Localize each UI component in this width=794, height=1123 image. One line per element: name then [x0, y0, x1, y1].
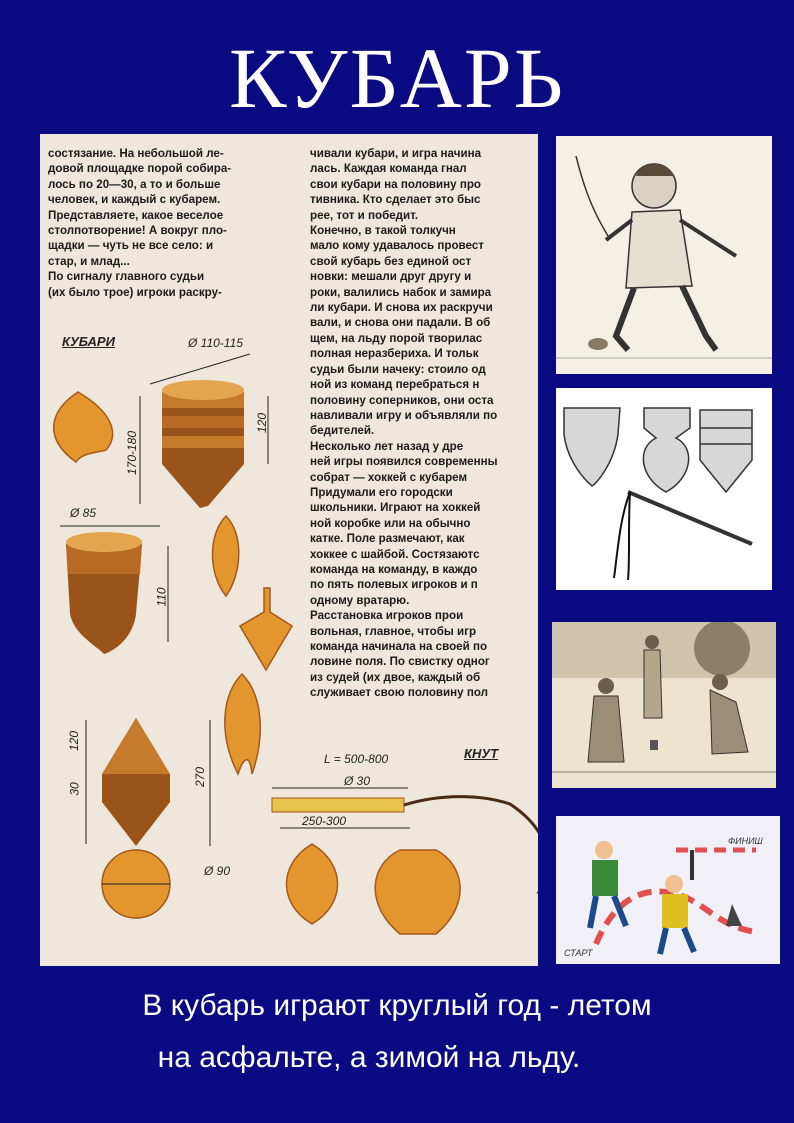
- boy-illustration: [556, 136, 772, 374]
- magazine-page: [40, 134, 538, 966]
- dim-height-120b: 120: [67, 730, 82, 752]
- kids-playing-illustration: [556, 816, 780, 964]
- caption-line-1: В кубарь играют круглый год - летом: [142, 989, 652, 1022]
- dim-height-110: 110: [154, 587, 169, 607]
- dim-height-270: 270: [193, 766, 208, 788]
- dim-height-30: 30: [67, 782, 82, 796]
- knut-label: КНУТ: [464, 746, 499, 761]
- vase-top-drawing: [225, 674, 260, 774]
- caption-line-2: на асфальте, а зимой на льду.: [157, 1041, 581, 1074]
- text-column-2: чивали кубари, и игра начина лась. Каждая команда гнал свои кубари на половину про тивника. Кто сделает это быс рее, тот и победит. Конечно, в такой толкучн мало кому удавалось провест свой кубарь без единой ост новки: мешали друг другу и роки, валились набок и замира ли кубари. И снова их раскручи вали, и снова они падали. В об щем, на льду порой творилас полная неразбериха. И тольк судьи были начеку: стоило од ной из команд перебраться н половину соперников, они оста навливали игру и объявляли по бедителей. Несколько лет назад у дре ней игры появился современны собрат — хоккей с кубарем Придумали его городски школьники. Играют на хоккей ной коробке или на обычно катке. Поле размечают, как хоккее с шайбой. Состязаютс команда на команду, в каждо по пять полевых игроков и п одному вратарю. Расстановка игроков прои вольная, главное, чтобы игр команда начинала на своей по ловине поля. По свистку одног из судей (их двое, каждый об служивает свою половину пол: [310, 147, 498, 700]
- tops-drawings: [40, 134, 538, 966]
- dim-whip-length: L = 500-800: [324, 752, 389, 766]
- egg-top-drawing: [213, 516, 239, 596]
- text-column-1: состязание. На небольшой ле- довой площадке порой собира- лось по 20—30, а то и больше человек, и каждый с кубарем. Представляете, какое веселое столпотворение! А вокруг пло- щадки — чуть не все село: и стар, и млад... По сигналу главного судьи (их было трое) игроки раскру-: [48, 147, 232, 299]
- kubari-label: КУБАРИ: [62, 334, 115, 349]
- players-engraving: [552, 622, 776, 788]
- dim-diameter-85: Ø 85: [70, 506, 97, 520]
- poster-title: КУБАРЬ: [228, 30, 566, 126]
- finish-label: ФИНИШ: [728, 836, 763, 846]
- cone-top-drawing: [240, 588, 292, 670]
- striped-top-drawing: [150, 354, 250, 508]
- start-label: СТАРТ: [564, 948, 593, 958]
- bottom-onion-drawing: [287, 844, 338, 924]
- dim-diameter-top: Ø 110-115: [188, 336, 243, 350]
- tops-diagram: [556, 388, 772, 590]
- dim-diameter-30: Ø 30: [344, 774, 371, 788]
- dim-height-170-180: 170-180: [125, 430, 140, 476]
- onion-top-drawing: [54, 392, 113, 462]
- dim-diameter-90: Ø 90: [204, 864, 231, 878]
- dim-handle-length: 250-300: [302, 814, 347, 828]
- double-cone-top-drawing: [102, 718, 170, 846]
- dim-height-120: 120: [255, 412, 270, 434]
- cup-top-drawing: [60, 526, 160, 654]
